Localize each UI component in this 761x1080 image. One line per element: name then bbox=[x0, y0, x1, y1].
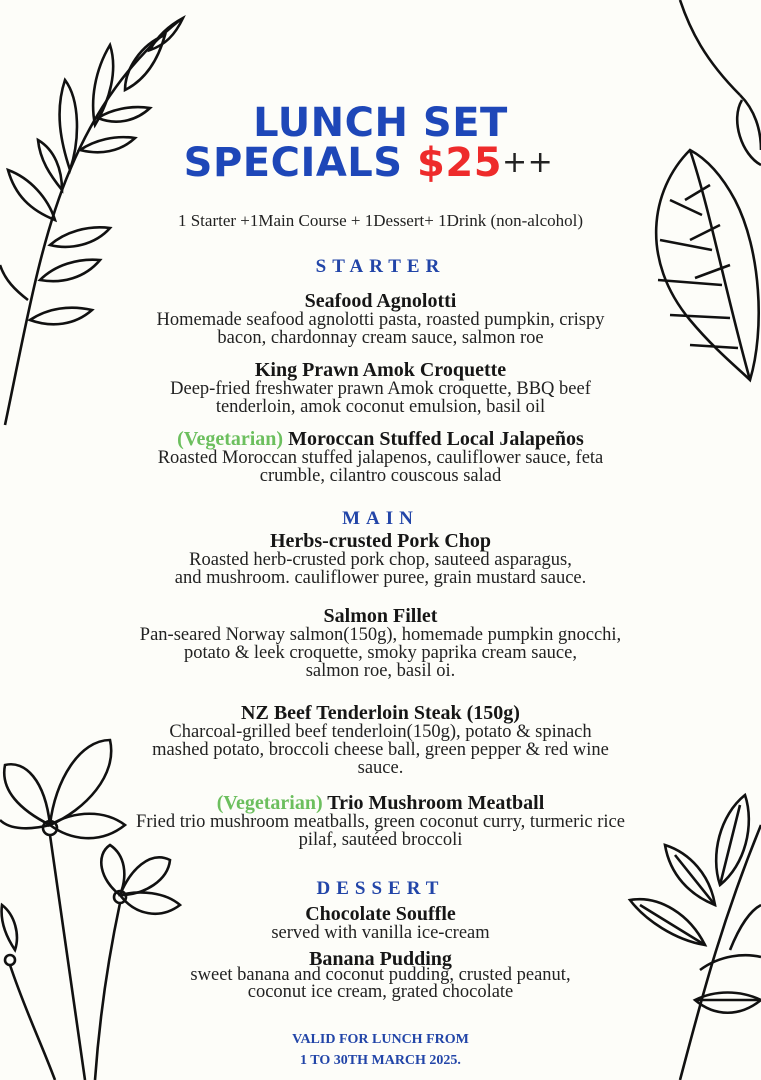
dish-desc: Homemade seafood agnolotti pasta, roasted pumpkin, crispy bbox=[156, 310, 605, 330]
section-heading-dessert: DESSERT bbox=[316, 878, 445, 899]
dish-name: Salmon Fillet bbox=[323, 605, 438, 627]
dish-desc: Roasted Moroccan stuffed jalapenos, cauliflower sauce, feta bbox=[157, 448, 604, 468]
dish-desc: crumble, cilantro couscous salad bbox=[259, 466, 502, 486]
title-price: $25 bbox=[417, 140, 503, 186]
dish-name: King Prawn Amok Croquette bbox=[254, 359, 507, 381]
dish-name: Banana Pudding bbox=[309, 948, 452, 970]
dish-desc: Charcoal-grilled beef tenderloin(150g), potato & spinach bbox=[169, 722, 592, 742]
dish-desc: Roasted herb-crusted pork chop, sauteed asparagus, bbox=[189, 550, 572, 570]
title-specials: SPECIALS bbox=[183, 140, 403, 186]
dish-name: Moroccan Stuffed Local Jalapeños bbox=[288, 428, 584, 450]
dish-desc: Deep-fried freshwater prawn Amok croquette, BBQ beef bbox=[170, 379, 591, 399]
dish-desc: bacon, chardonnay cream sauce, salmon roe bbox=[217, 328, 544, 348]
dish-name: Seafood Agnolotti bbox=[304, 290, 457, 312]
vegetarian-tag: (Vegetarian) bbox=[216, 792, 323, 814]
dish-name: NZ Beef Tenderloin Steak (150g) bbox=[241, 702, 520, 724]
dish-desc: Pan-seared Norway salmon(150g), homemade pumpkin gnocchi, bbox=[139, 625, 622, 645]
validity-line2: 1 TO 30TH MARCH 2025. bbox=[300, 1053, 461, 1068]
dish-desc: sauce. bbox=[357, 758, 404, 778]
dish-desc: salmon roe, basil oi. bbox=[305, 661, 456, 681]
title-line2 bbox=[0, 140, 749, 186]
dish-desc: tenderloin, amok coconut emulsion, basil oil bbox=[215, 397, 546, 417]
vegetarian-tag: (Vegetarian) bbox=[177, 428, 284, 450]
dish-desc: potato & leek croquette, smoky paprika cream sauce, bbox=[184, 643, 577, 663]
dish-desc: Fried trio mushroom meatballs, green coconut curry, turmeric rice bbox=[136, 812, 625, 832]
section-heading-main: MAIN bbox=[342, 508, 419, 529]
title-plus: ++ bbox=[502, 145, 554, 180]
title-line1: LUNCH SET bbox=[253, 100, 508, 146]
section-heading-starter: STARTER bbox=[315, 256, 446, 277]
dish-name: Herbs-crusted Pork Chop bbox=[269, 530, 492, 552]
set-subtitle: 1 Starter +1Main Course + 1Dessert+ 1Drink (non-alcohol) bbox=[177, 211, 584, 230]
dish-desc: coconut ice cream, grated chocolate bbox=[247, 982, 514, 1002]
dish-desc: served with vanilla ice-cream bbox=[271, 923, 490, 943]
dish-name: Trio Mushroom Meatball bbox=[327, 792, 545, 814]
validity-line1: VALID FOR LUNCH FROM bbox=[292, 1032, 469, 1047]
dish-desc: sweet banana and coconut pudding, crusted peanut, bbox=[190, 965, 571, 985]
dish-desc: pilaf, sautéed broccoli bbox=[298, 830, 463, 850]
dish-name: Chocolate Souffle bbox=[305, 903, 456, 925]
dish-desc: mashed potato, broccoli cheese ball, green pepper & red wine bbox=[152, 740, 609, 760]
dish-desc: and mushroom. cauliflower puree, grain mustard sauce. bbox=[174, 568, 587, 588]
